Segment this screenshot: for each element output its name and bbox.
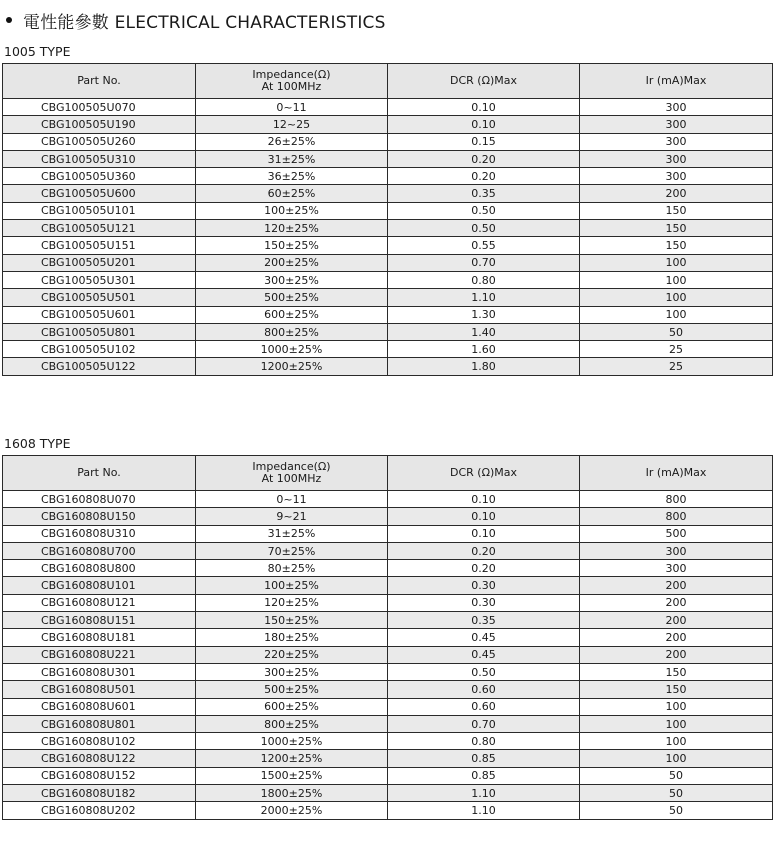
table-row [3,750,773,767]
impedance-cell: 1000±25% [196,733,388,750]
part-number-cell: CBG100505U151 [3,237,196,254]
ir-cell: 300 [580,99,773,116]
dcr-cell: 0.50 [388,663,580,680]
ir-cell: 150 [580,220,773,237]
impedance-cell: 220±25% [196,646,388,663]
part-number-cell: CBG100505U102 [3,341,196,358]
dcr-cell: 0.85 [388,750,580,767]
table-row [3,525,773,542]
ir-cell: 100 [580,750,773,767]
part-number-cell: CBG160808U181 [3,629,196,646]
dcr-cell: 1.80 [388,358,580,375]
dcr-cell: 0.60 [388,698,580,715]
impedance-cell: 1200±25% [196,358,388,375]
part-number-cell: CBG160808U301 [3,663,196,680]
table-row [3,168,773,185]
impedance-cell: 60±25% [196,185,388,202]
impedance-cell: 0~11 [196,99,388,116]
impedance-cell: 500±25% [196,289,388,306]
dcr-cell: 1.10 [388,289,580,306]
table-row [3,323,773,340]
header-impedance [196,456,388,491]
dcr-cell: 0.10 [388,491,580,508]
ir-cell: 200 [580,185,773,202]
dcr-cell: 0.10 [388,525,580,542]
part-number-cell: CBG160808U221 [3,646,196,663]
part-number-cell: CBG160808U601 [3,698,196,715]
ir-cell: 150 [580,681,773,698]
part-number-cell: CBG160808U202 [3,802,196,819]
dcr-cell: 1.30 [388,306,580,323]
table-row [3,577,773,594]
impedance-cell: 9~21 [196,508,388,525]
dcr-cell: 0.30 [388,594,580,611]
dcr-cell: 0.30 [388,577,580,594]
table-row [3,663,773,680]
table-row [3,185,773,202]
ir-cell: 150 [580,202,773,219]
part-number-cell: CBG100505U101 [3,202,196,219]
ir-cell: 150 [580,663,773,680]
section-label-1608: 1608 TYPE [4,436,71,451]
spec-table-1005 [2,63,773,376]
impedance-cell: 150±25% [196,612,388,629]
impedance-cell: 1500±25% [196,767,388,784]
ir-cell: 100 [580,254,773,271]
part-number-cell: CBG160808U501 [3,681,196,698]
impedance-cell: 150±25% [196,237,388,254]
dcr-cell: 1.60 [388,341,580,358]
table-row [3,202,773,219]
ir-cell: 200 [580,577,773,594]
table-row [3,646,773,663]
ir-cell: 50 [580,767,773,784]
table-row [3,341,773,358]
table-row [3,358,773,375]
impedance-cell: 1200±25% [196,750,388,767]
impedance-cell: 1800±25% [196,785,388,802]
impedance-cell: 0~11 [196,491,388,508]
ir-cell: 800 [580,491,773,508]
impedance-cell: 300±25% [196,271,388,288]
ir-cell: 100 [580,306,773,323]
section-label-1005: 1005 TYPE [4,44,71,59]
part-number-cell: CBG100505U121 [3,220,196,237]
impedance-cell: 100±25% [196,202,388,219]
header-dcr: DCR (Ω)Max [388,456,580,491]
table-row [3,802,773,819]
part-number-cell: CBG160808U121 [3,594,196,611]
dcr-cell: 1.40 [388,323,580,340]
dcr-cell: 0.20 [388,168,580,185]
dcr-cell: 0.10 [388,99,580,116]
header-impedance-line2: At 100MHz [261,80,322,93]
header-ir: Ir (mA)Max [580,64,773,99]
header-dcr: DCR (Ω)Max [388,64,580,99]
part-number-cell: CBG100505U201 [3,254,196,271]
table-header-row [3,64,773,99]
ir-cell: 100 [580,715,773,732]
ir-cell: 25 [580,358,773,375]
ir-cell: 100 [580,733,773,750]
header-part-no: Part No. [3,456,196,491]
page-heading [6,8,386,32]
part-number-cell: CBG100505U070 [3,99,196,116]
table-row [3,491,773,508]
part-number-cell: CBG160808U700 [3,542,196,559]
dcr-cell: 0.50 [388,202,580,219]
header-part-no: Part No. [3,64,196,99]
table-row [3,254,773,271]
table-row [3,99,773,116]
table-row [3,237,773,254]
part-number-cell: CBG100505U501 [3,289,196,306]
dcr-cell: 1.10 [388,785,580,802]
impedance-cell: 120±25% [196,594,388,611]
table-row [3,629,773,646]
spec-table-1608 [2,455,773,820]
table-row [3,220,773,237]
dcr-cell: 0.20 [388,150,580,167]
table-row [3,133,773,150]
table-row [3,508,773,525]
header-impedance [196,64,388,99]
table-row [3,681,773,698]
dcr-cell: 0.20 [388,542,580,559]
dcr-cell: 0.35 [388,612,580,629]
dcr-cell: 0.45 [388,646,580,663]
table-row [3,271,773,288]
table-row [3,698,773,715]
impedance-cell: 600±25% [196,698,388,715]
impedance-cell: 100±25% [196,577,388,594]
ir-cell: 50 [580,802,773,819]
dcr-cell: 1.10 [388,802,580,819]
impedance-cell: 80±25% [196,560,388,577]
dcr-cell: 0.60 [388,681,580,698]
impedance-cell: 70±25% [196,542,388,559]
table-row [3,612,773,629]
dcr-cell: 0.10 [388,116,580,133]
table-row [3,785,773,802]
header-impedance-line1: Impedance(Ω) [252,68,331,81]
table-row [3,767,773,784]
impedance-cell: 300±25% [196,663,388,680]
table-row [3,289,773,306]
header-ir: Ir (mA)Max [580,456,773,491]
impedance-cell: 600±25% [196,306,388,323]
ir-cell: 200 [580,646,773,663]
dcr-cell: 0.55 [388,237,580,254]
ir-cell: 300 [580,116,773,133]
ir-cell: 100 [580,289,773,306]
dcr-cell: 0.70 [388,254,580,271]
dcr-cell: 0.15 [388,133,580,150]
dcr-cell: 0.45 [388,629,580,646]
header-impedance-line1: Impedance(Ω) [252,460,331,473]
table-row [3,733,773,750]
impedance-cell: 120±25% [196,220,388,237]
table-row [3,116,773,133]
table-row [3,594,773,611]
part-number-cell: CBG160808U122 [3,750,196,767]
part-number-cell: CBG100505U122 [3,358,196,375]
dcr-cell: 0.80 [388,271,580,288]
page-title: 電性能參數 ELECTRICAL CHARACTERISTICS [23,12,386,33]
ir-cell: 500 [580,525,773,542]
dcr-cell: 0.35 [388,185,580,202]
impedance-cell: 800±25% [196,715,388,732]
dcr-cell: 0.85 [388,767,580,784]
ir-cell: 300 [580,150,773,167]
part-number-cell: CBG100505U260 [3,133,196,150]
ir-cell: 300 [580,133,773,150]
part-number-cell: CBG160808U800 [3,560,196,577]
impedance-cell: 180±25% [196,629,388,646]
impedance-cell: 26±25% [196,133,388,150]
dcr-cell: 0.70 [388,715,580,732]
ir-cell: 300 [580,560,773,577]
part-number-cell: CBG160808U310 [3,525,196,542]
part-number-cell: CBG100505U801 [3,323,196,340]
dcr-cell: 0.50 [388,220,580,237]
impedance-cell: 800±25% [196,323,388,340]
table-header-row [3,456,773,491]
dcr-cell: 0.10 [388,508,580,525]
part-number-cell: CBG160808U801 [3,715,196,732]
ir-cell: 50 [580,785,773,802]
impedance-cell: 200±25% [196,254,388,271]
ir-cell: 200 [580,629,773,646]
ir-cell: 800 [580,508,773,525]
table-row [3,542,773,559]
part-number-cell: CBG100505U190 [3,116,196,133]
bullet-icon [6,17,12,23]
part-number-cell: CBG100505U360 [3,168,196,185]
header-impedance-line2: At 100MHz [261,472,322,485]
part-number-cell: CBG160808U101 [3,577,196,594]
part-number-cell: CBG160808U102 [3,733,196,750]
impedance-cell: 1000±25% [196,341,388,358]
table-row [3,150,773,167]
impedance-cell: 36±25% [196,168,388,185]
ir-cell: 100 [580,698,773,715]
part-number-cell: CBG160808U070 [3,491,196,508]
table-row [3,560,773,577]
part-number-cell: CBG100505U301 [3,271,196,288]
impedance-cell: 31±25% [196,525,388,542]
impedance-cell: 500±25% [196,681,388,698]
impedance-cell: 12~25 [196,116,388,133]
part-number-cell: CBG160808U152 [3,767,196,784]
ir-cell: 200 [580,612,773,629]
ir-cell: 300 [580,542,773,559]
part-number-cell: CBG160808U151 [3,612,196,629]
ir-cell: 150 [580,237,773,254]
ir-cell: 50 [580,323,773,340]
ir-cell: 25 [580,341,773,358]
dcr-cell: 0.80 [388,733,580,750]
impedance-cell: 31±25% [196,150,388,167]
part-number-cell: CBG100505U310 [3,150,196,167]
part-number-cell: CBG100505U601 [3,306,196,323]
part-number-cell: CBG160808U150 [3,508,196,525]
ir-cell: 100 [580,271,773,288]
impedance-cell: 2000±25% [196,802,388,819]
ir-cell: 300 [580,168,773,185]
table-row [3,715,773,732]
part-number-cell: CBG160808U182 [3,785,196,802]
dcr-cell: 0.20 [388,560,580,577]
ir-cell: 200 [580,594,773,611]
part-number-cell: CBG100505U600 [3,185,196,202]
table-row [3,306,773,323]
